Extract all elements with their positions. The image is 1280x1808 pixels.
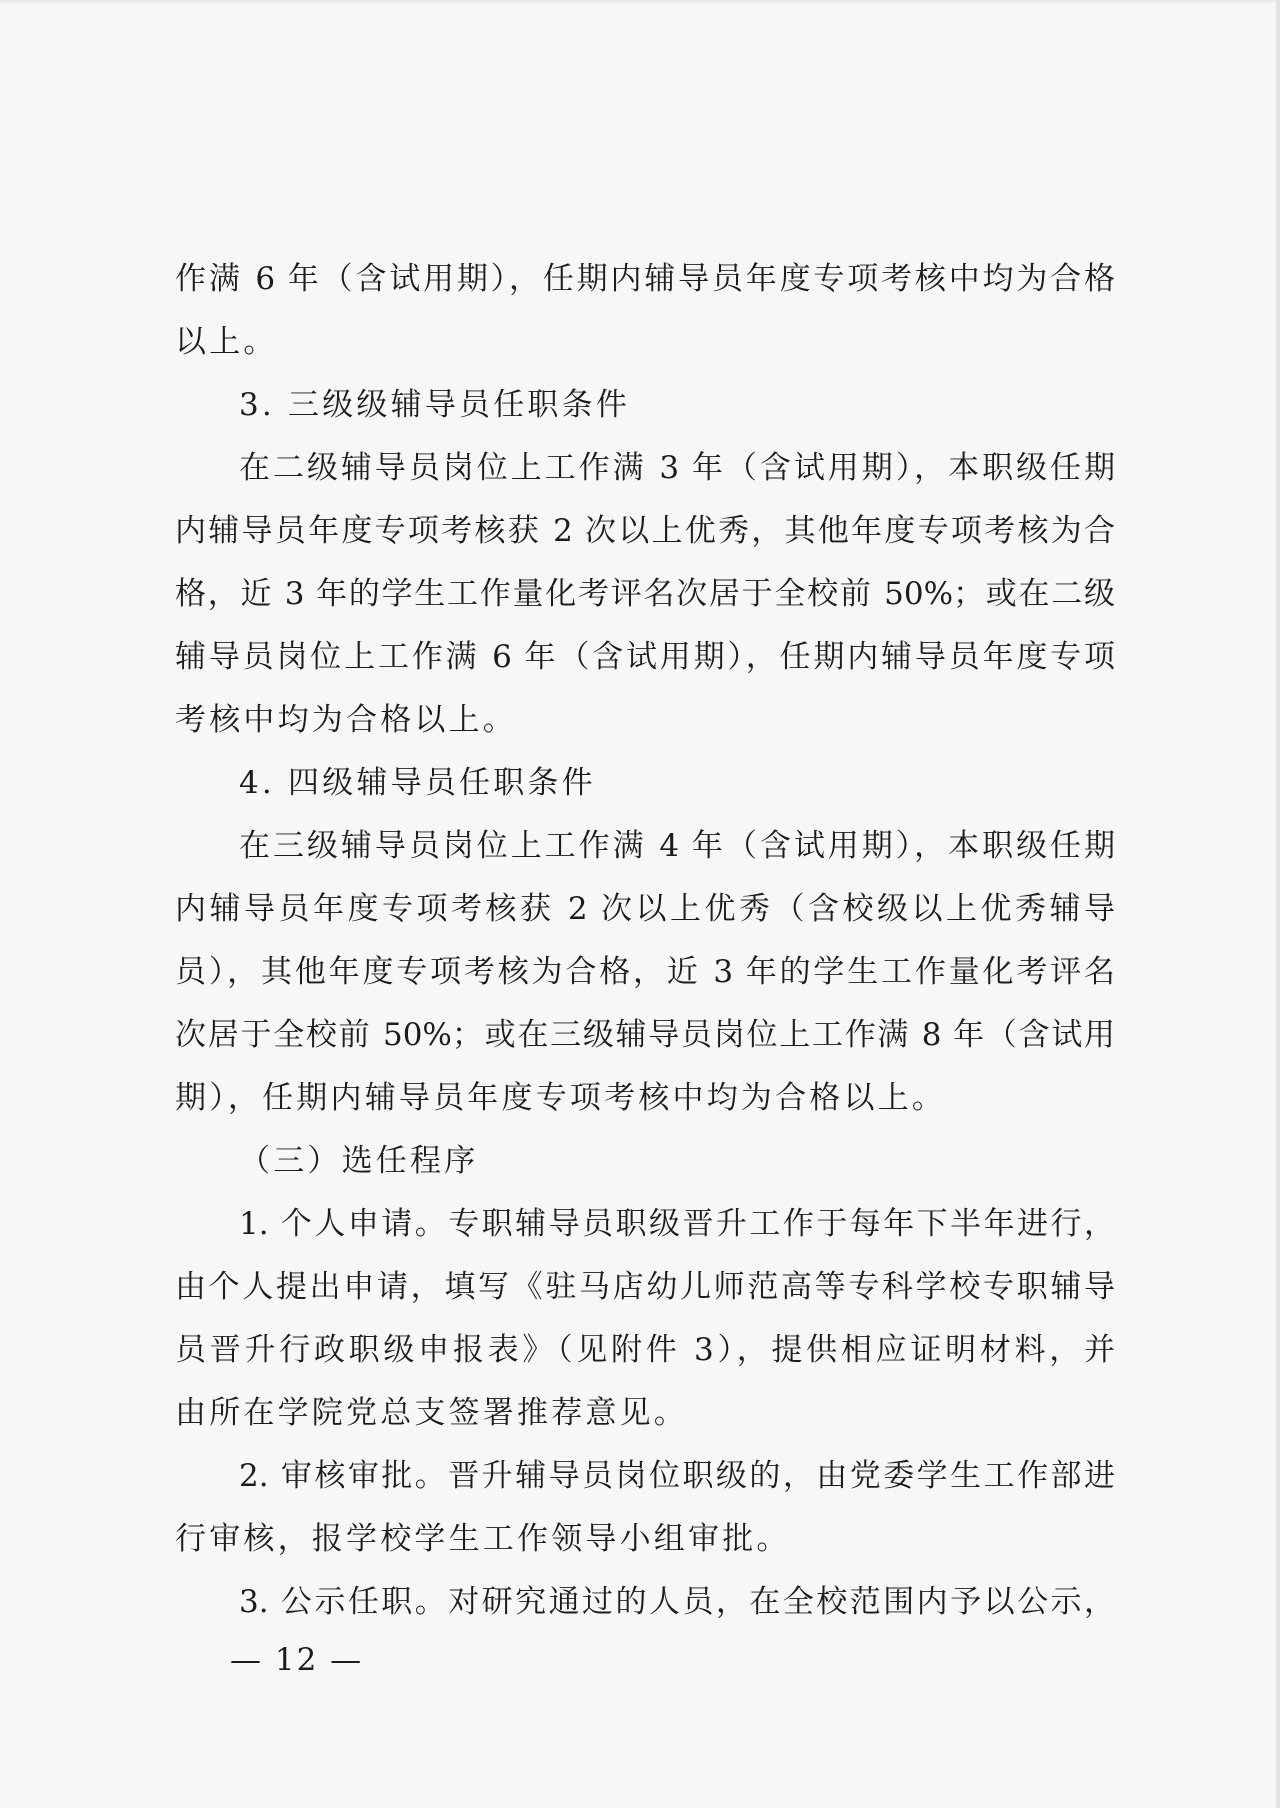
text-line: 由所在学院党总支签署推荐意见。 (175, 1395, 688, 1431)
page-edge-right (1276, 0, 1280, 1808)
page-number: — 12 — (230, 1642, 364, 1678)
text-line: 2. 审核审批。晋升辅导员岗位职级的，由党委学生工作部进 (239, 1458, 1115, 1494)
text-line: 3. 公示任职。对研究通过的人员，在全校范围内予以公示， (239, 1584, 1115, 1620)
text-line: 内辅导员年度专项考核获 2 次以上优秀，其他年度专项考核为合 (175, 513, 1115, 549)
text-line: 员晋升行政职级申报表》（见附件 3），提供相应证明材料，并 (175, 1332, 1115, 1368)
text-line: 内辅导员年度专项考核获 2 次以上优秀（含校级以上优秀辅导 (175, 891, 1115, 927)
text-line: 次居于全校前 50%；或在三级辅导员岗位上工作满 8 年（含试用 (175, 1017, 1115, 1053)
text-line: 员），其他年度专项考核为合格，近 3 年的学生工作量化考评名 (175, 954, 1115, 990)
section-heading: 3. 三级级辅导员任职条件 (239, 387, 631, 423)
text-line: 考核中均为合格以上。 (175, 702, 517, 738)
page-edge-top (0, 0, 1280, 3)
text-line: 以上。 (175, 324, 278, 360)
body-text (175, 248, 1115, 1634)
text-line: 行审核，报学校学生工作领导小组审批。 (175, 1521, 791, 1557)
text-line: 格，近 3 年的学生工作量化考评名次居于全校前 50%；或在二级 (175, 576, 1115, 612)
text-line: 作满 6 年（含试用期），任期内辅导员年度专项考核中均为合格 (175, 261, 1115, 297)
text-line: 辅导员岗位上工作满 6 年（含试用期），任期内辅导员年度专项 (175, 639, 1115, 675)
text-line: 在三级辅导员岗位上工作满 4 年（含试用期），本职级任期 (239, 828, 1115, 864)
section-heading: （三）选任程序 (239, 1143, 479, 1179)
section-heading: 4. 四级辅导员任职条件 (239, 765, 596, 801)
text-line: 由个人提出申请，填写《驻马店幼儿师范高等专科学校专职辅导 (175, 1269, 1115, 1305)
text-line: 1. 个人申请。专职辅导员职级晋升工作于每年下半年进行， (239, 1206, 1115, 1242)
text-line: 在二级辅导员岗位上工作满 3 年（含试用期），本职级任期 (239, 450, 1115, 486)
text-line: 期），任期内辅导员年度专项考核中均为合格以上。 (175, 1080, 947, 1116)
